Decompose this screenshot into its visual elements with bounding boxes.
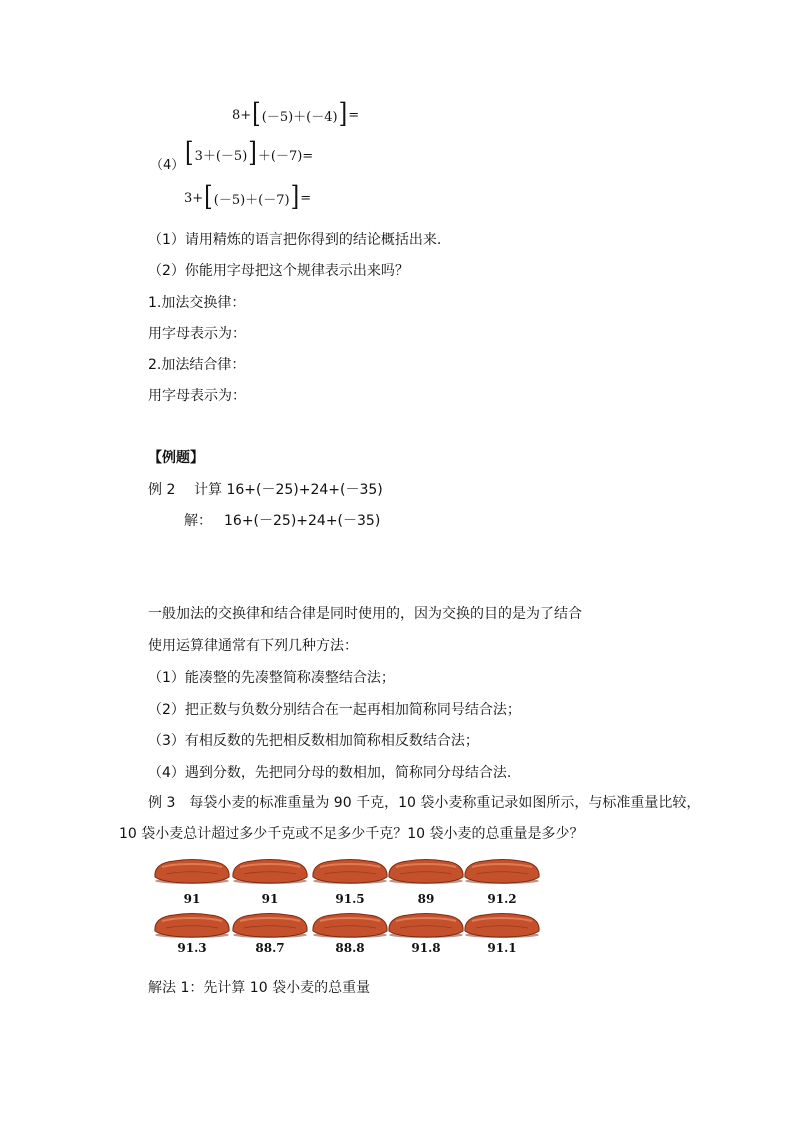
law-commutative: 1.加法交换律： — [148, 295, 246, 311]
method-3: （3）有相反数的先把相反数相加简称相反数结合法； — [148, 733, 479, 749]
question-2: （2）你能用字母把这个规律表示出来吗？ — [148, 263, 409, 279]
expr-suffix: = — [348, 107, 360, 123]
example-3-line-1: 例 3 每袋小麦的标准重量为 90 千克，10 袋小麦称重记录如图所示，与标准重量比较， — [148, 795, 701, 811]
bag-weight-label: 91 — [183, 892, 201, 906]
law-associative: 2.加法结合律： — [148, 357, 246, 373]
expression-8-plus-group — [232, 98, 360, 130]
example-2-solution-label: 解： — [184, 513, 212, 529]
method-2: （2）把正数与负数分别结合在一起再相加简称同号结合法； — [148, 702, 521, 718]
expr-suffix: = — [300, 190, 312, 206]
bag-weight-label: 91.3 — [177, 941, 207, 955]
bag-weight-label: 88.7 — [255, 941, 285, 955]
wheat-bag-icon — [386, 857, 466, 885]
example-2-label: 例 2 — [148, 482, 176, 498]
bag-weight-label: 91.1 — [487, 941, 517, 955]
example-2-text: 计算 16+(－25)+24+(－35) — [194, 482, 383, 498]
bag-weight-label: 88.8 — [335, 941, 365, 955]
left-bracket: [ — [185, 137, 194, 169]
bag-weight-label: 89 — [417, 892, 435, 906]
wheat-bag-icon — [230, 911, 310, 939]
wheat-bag-icon — [152, 857, 232, 885]
solution-1-text: 解法 1：先计算 10 袋小麦的总重量 — [148, 980, 371, 996]
expr-inner: (－5)＋(－4) — [261, 109, 338, 125]
right-bracket: ] — [338, 98, 348, 130]
method-1: （1）能凑整的先凑整简称凑整结合法； — [148, 670, 395, 686]
bag-weight-label: 91.2 — [487, 892, 517, 906]
wheat-bag-icon — [462, 911, 542, 939]
example-2-solution: 16+(－25)+24+(－35) — [224, 513, 381, 529]
wheat-bag-icon — [152, 911, 232, 939]
wheat-bag-icon — [310, 911, 390, 939]
wheat-bag-icon — [386, 911, 466, 939]
left-bracket: [ — [252, 98, 261, 130]
bag-weight-label: 91.5 — [335, 892, 365, 906]
question-1: （1）请用精炼的语言把你得到的结论概括出来. — [148, 232, 442, 248]
item-4-label: （4） — [150, 158, 185, 173]
example-header: 【例题】 — [148, 450, 204, 466]
general-text-1: 一般加法的交换律和结合律是同时使用的，因为交换的目的是为了结合 — [148, 606, 582, 622]
bag-weight-label: 91.8 — [411, 941, 441, 955]
expr-inner: (－5)＋(－7) — [213, 192, 290, 208]
expr-prefix: 3+ — [184, 190, 204, 206]
expression-group-first — [184, 137, 314, 169]
law-associative-letters: 用字母表示为： — [148, 388, 246, 404]
wheat-bag-icon — [230, 857, 310, 885]
expr-suffix: ＋(－7)= — [257, 148, 314, 164]
expr-inner: 3＋(－5) — [194, 148, 248, 164]
expr-prefix: 8+ — [232, 107, 252, 123]
general-text-2: 使用运算律通常有下列几种方法： — [148, 638, 358, 654]
law-commutative-letters: 用字母表示为： — [148, 326, 246, 342]
wheat-bag-icon — [462, 857, 542, 885]
example-3-line-2: 10 袋小麦总计超过多少千克或不足多少千克？10 袋小麦的总重量是多少？ — [119, 826, 584, 842]
wheat-bag-icon — [310, 857, 390, 885]
bag-weight-label: 91 — [261, 892, 279, 906]
expression-group-second — [184, 181, 312, 213]
method-4: （4）遇到分数，先把同分母的数相加，简称同分母结合法. — [148, 765, 512, 781]
left-bracket: [ — [204, 181, 213, 213]
right-bracket: ] — [290, 181, 300, 213]
right-bracket: ] — [248, 137, 257, 169]
